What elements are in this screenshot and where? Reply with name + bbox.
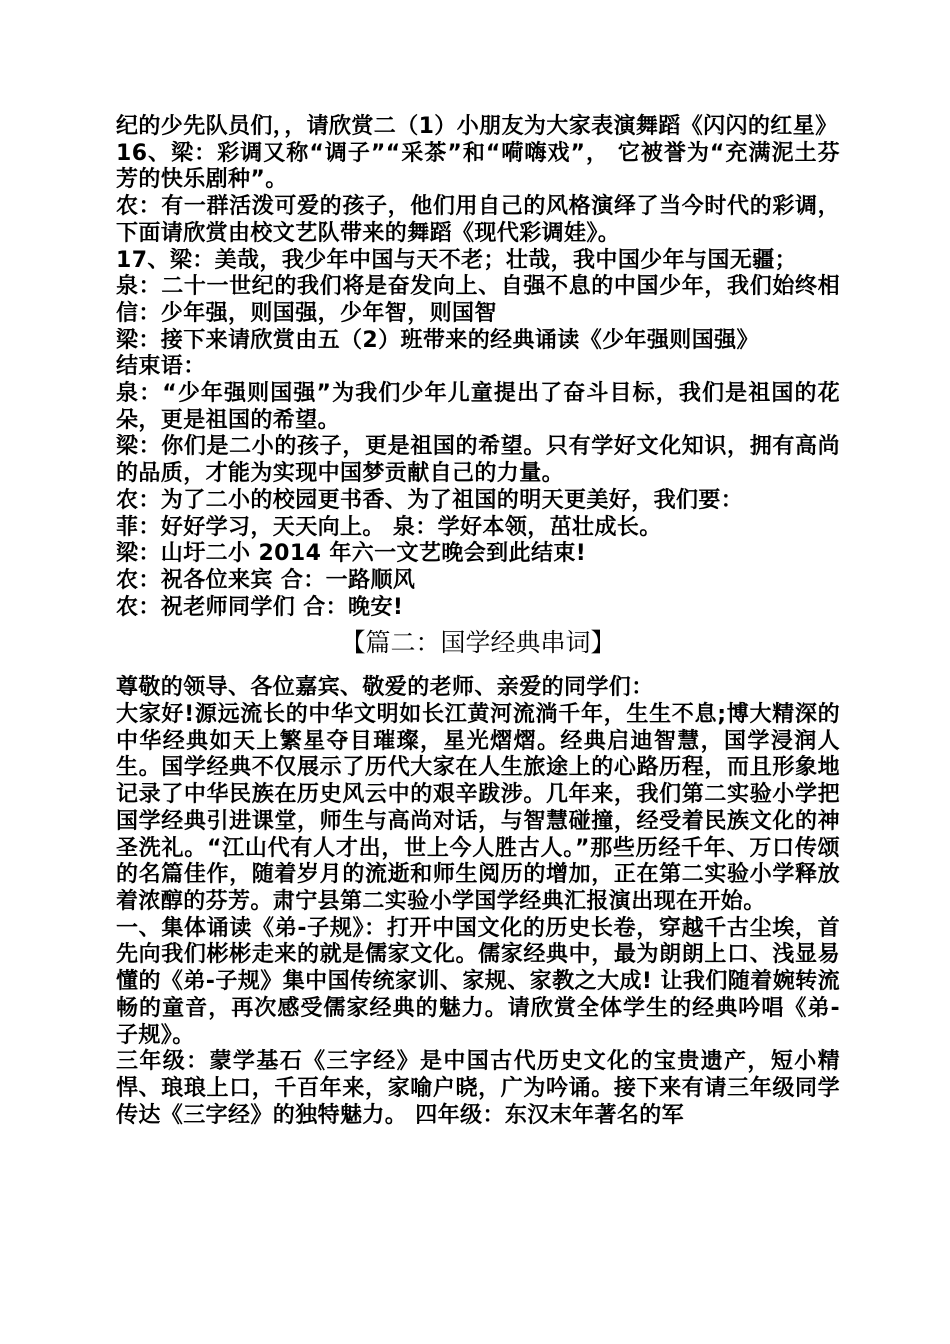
paragraph: 农：祝各位来宾 合：一路顺风 xyxy=(116,567,416,593)
paragraph: 一、集体诵读《弟-子规》：打开中国文化的历史长卷，穿越千古尘埃，首先向我们彬彬走来的就是儒家文化。儒家经典中，最为朗朗上口、浅显易懂的《弟-子规》集中国传统家训、家规、家教之大成! 让我们随着婉转流畅的童音，再次感受儒家经典的魅力。请欣赏全体学生的经典吟唱《弟-子规》。 xyxy=(116,915,840,1048)
paragraph: 梁：接下来请欣赏由五（2）班带来的经典诵读《少年强则国强》 xyxy=(116,327,759,353)
paragraph: 16、梁：彩调又称“调子”“采茶”和“嗬嗨戏”， 它被誉为“充满泥土芬芳的快乐剧种”。 xyxy=(116,140,840,193)
spacer xyxy=(116,665,840,675)
paragraph: 纪的少先队员们，，请欣赏二（1）小朋友为大家表演舞蹈《闪闪的红星》 xyxy=(116,114,838,139)
paragraph: 梁：你们是二小的孩子，更是祖国的希望。只有学好文化知识，拥有高尚的品质，才能为实现中国梦贡献自己的力量。 xyxy=(116,434,840,487)
section-part1 xyxy=(116,114,840,621)
paragraph: 菲：好好学习，天天向上。 泉：学好本领，茁壮成长。 xyxy=(116,514,662,540)
paragraph: 农：有一群活泼可爱的孩子，他们用自己的风格演绎了当今时代的彩调，下面请欣赏由校文艺队带来的舞蹈《现代彩调娃》。 xyxy=(116,194,840,246)
section-part2 xyxy=(116,675,840,1129)
paragraph: 三年级：蒙学基石《三字经》是中国古代历史文化的宝贵遗产，短小精悍、琅琅上口，千百年来，家喻户晓，广为吟诵。接下来有请三年级同学传达《三字经》的独特魅力。 四年级：东汉末年著名的军 xyxy=(116,1049,840,1128)
paragraph: 梁：山圩二小 2014 年六一文艺晚会到此结束! xyxy=(116,541,587,567)
paragraph: 农：为了二小的校园更书香、为了祖国的明天更美好，我们要： xyxy=(116,487,744,513)
paragraph: 泉：“少年强则国强”为我们少年儿童提出了奋斗目标，我们是祖国的花朵，更是祖国的希望。 xyxy=(116,381,840,433)
paragraph: 农：祝老师同学们 合：晚安! xyxy=(116,594,404,620)
paragraph: 大家好!源远流长的中华文明如长江黄河流淌千年，生生不息;博大精深的中华经典如天上繁星夺目璀璨，星光熠熠。经典启迪智慧，国学浸润人生。国学经典不仅展示了历代大家在人生旅途上的心路历程，而且形象地记录了中华民族在历史风云中的艰辛跋涉。几年来，我们第二实验小学把国学经典引进课堂，师生与高尚对话，与智慧碰撞，经受着民族文化的神圣洗礼。“江山代有人才出，世上今人胜古人。”那些历经千年、万口传颂的名篇佳作，随着岁月的流逝和师生阅历的增加，正在第二实验小学释放着浓醇的芬芳。肃宁县第二实验小学国学经典汇报演出现在开始。 xyxy=(116,702,840,914)
section-heading: 【篇二：国学经典串词】 xyxy=(340,628,616,658)
paragraph: 结束语： xyxy=(116,354,206,380)
paragraph: 尊敬的领导、各位嘉宾、敬爱的老师、亲爱的同学们： xyxy=(116,675,654,701)
paragraph: 17、梁：美哉，我少年中国与天不老；壮哉，我中国少年与国无疆； xyxy=(116,247,798,273)
paragraph: 泉：二十一世纪的我们将是奋发向上、自强不息的中国少年，我们始终相信：少年强，则国强，少年智，则国智 xyxy=(116,274,840,326)
